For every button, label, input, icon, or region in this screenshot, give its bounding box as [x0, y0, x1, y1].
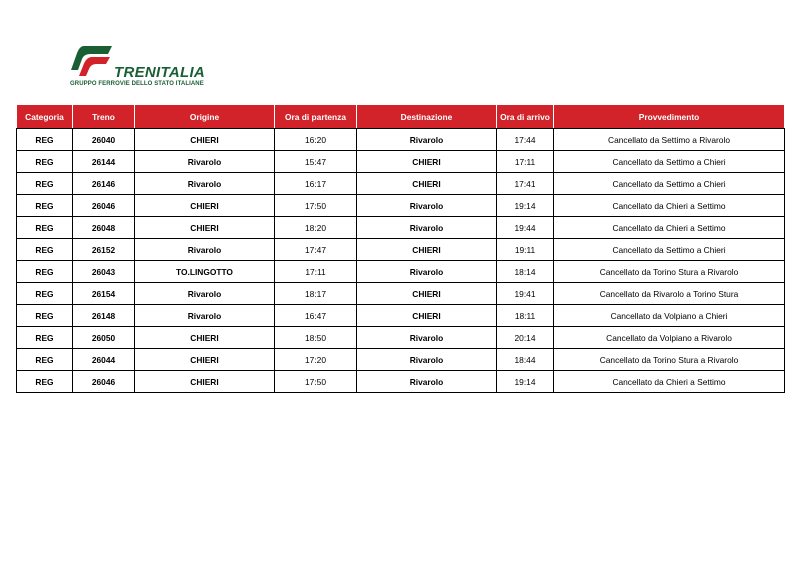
cell-categoria: REG [17, 283, 73, 305]
cell-treno: 26040 [73, 129, 135, 151]
cell-provvedimento: Cancellato da Settimo a Chieri [554, 173, 785, 195]
cell-ora-partenza: 18:17 [275, 283, 357, 305]
cell-origine: CHIERI [135, 195, 275, 217]
cell-categoria: REG [17, 327, 73, 349]
cell-treno: 26152 [73, 239, 135, 261]
cell-destinazione: Rivarolo [357, 261, 497, 283]
cell-destinazione: CHIERI [357, 283, 497, 305]
table-row [17, 129, 785, 151]
cell-categoria: REG [17, 195, 73, 217]
cell-origine: TO.LINGOTTO [135, 261, 275, 283]
header-ora-partenza: Ora di partenza [275, 105, 357, 129]
cell-ora-partenza: 18:20 [275, 217, 357, 239]
cell-destinazione: CHIERI [357, 239, 497, 261]
cell-categoria: REG [17, 349, 73, 371]
cell-origine: CHIERI [135, 371, 275, 393]
cell-ora-arrivo: 18:11 [497, 305, 554, 327]
cell-ora-partenza: 15:47 [275, 151, 357, 173]
cell-ora-partenza: 16:47 [275, 305, 357, 327]
cell-categoria: REG [17, 173, 73, 195]
cell-origine: CHIERI [135, 217, 275, 239]
cell-provvedimento: Cancellato da Settimo a Rivarolo [554, 129, 785, 151]
brand-name: TRENITALIA [114, 64, 206, 81]
cell-ora-arrivo: 19:14 [497, 195, 554, 217]
cell-origine: CHIERI [135, 129, 275, 151]
cell-origine: Rivarolo [135, 151, 275, 173]
header-destinazione: Destinazione [357, 105, 497, 129]
cell-ora-partenza: 17:47 [275, 239, 357, 261]
cell-destinazione: Rivarolo [357, 349, 497, 371]
table-header-row [17, 105, 785, 129]
cell-destinazione: Rivarolo [357, 129, 497, 151]
table-row [17, 283, 785, 305]
cell-destinazione: CHIERI [357, 305, 497, 327]
table-row [17, 173, 785, 195]
cell-ora-partenza: 17:11 [275, 261, 357, 283]
cell-treno: 26146 [73, 173, 135, 195]
cell-ora-arrivo: 20:14 [497, 327, 554, 349]
cell-ora-partenza: 17:50 [275, 371, 357, 393]
cell-ora-partenza: 17:20 [275, 349, 357, 371]
cell-categoria: REG [17, 305, 73, 327]
cell-ora-arrivo: 19:41 [497, 283, 554, 305]
cell-provvedimento: Cancellato da Chieri a Settimo [554, 195, 785, 217]
table-row [17, 195, 785, 217]
cell-origine: Rivarolo [135, 283, 275, 305]
cell-provvedimento: Cancellato da Settimo a Chieri [554, 151, 785, 173]
table-row [17, 239, 785, 261]
table-row [17, 151, 785, 173]
fs-logo-icon [70, 44, 114, 78]
cell-treno: 26044 [73, 349, 135, 371]
cell-provvedimento: Cancellato da Volpiano a Chieri [554, 305, 785, 327]
cell-provvedimento: Cancellato da Volpiano a Rivarolo [554, 327, 785, 349]
cell-treno: 26050 [73, 327, 135, 349]
cell-categoria: REG [17, 151, 73, 173]
cell-categoria: REG [17, 217, 73, 239]
cell-provvedimento: Cancellato da Settimo a Chieri [554, 239, 785, 261]
cell-categoria: REG [17, 129, 73, 151]
cell-ora-partenza: 17:50 [275, 195, 357, 217]
cell-origine: CHIERI [135, 349, 275, 371]
trenitalia-logo [70, 44, 220, 90]
cell-provvedimento: Cancellato da Rivarolo a Torino Stura [554, 283, 785, 305]
cell-destinazione: Rivarolo [357, 217, 497, 239]
cell-ora-partenza: 18:50 [275, 327, 357, 349]
cell-ora-arrivo: 17:44 [497, 129, 554, 151]
cell-treno: 26148 [73, 305, 135, 327]
header-ora-arrivo: Ora di arrivo [497, 105, 554, 129]
table-row [17, 261, 785, 283]
cell-ora-arrivo: 18:44 [497, 349, 554, 371]
cell-treno: 26043 [73, 261, 135, 283]
table-row [17, 327, 785, 349]
cell-categoria: REG [17, 239, 73, 261]
cell-treno: 26154 [73, 283, 135, 305]
cell-ora-arrivo: 18:14 [497, 261, 554, 283]
cell-provvedimento: Cancellato da Chieri a Settimo [554, 371, 785, 393]
table-row [17, 349, 785, 371]
cell-ora-arrivo: 19:11 [497, 239, 554, 261]
header-treno: Treno [73, 105, 135, 129]
cell-treno: 26048 [73, 217, 135, 239]
cell-ora-arrivo: 17:41 [497, 173, 554, 195]
cell-destinazione: CHIERI [357, 173, 497, 195]
header-provvedimento: Provvedimento [554, 105, 785, 129]
cell-provvedimento: Cancellato da Torino Stura a Rivarolo [554, 261, 785, 283]
cell-origine: Rivarolo [135, 173, 275, 195]
cell-categoria: REG [17, 371, 73, 393]
cell-origine: Rivarolo [135, 239, 275, 261]
cell-ora-arrivo: 19:14 [497, 371, 554, 393]
cell-ora-arrivo: 17:11 [497, 151, 554, 173]
cell-ora-arrivo: 19:44 [497, 217, 554, 239]
cell-treno: 26046 [73, 371, 135, 393]
cell-provvedimento: Cancellato da Torino Stura a Rivarolo [554, 349, 785, 371]
table-row [17, 217, 785, 239]
brand-subtitle: GRUPPO FERROVIE DELLO STATO ITALIANE [70, 81, 204, 87]
cell-destinazione: Rivarolo [357, 327, 497, 349]
cell-categoria: REG [17, 261, 73, 283]
cancellations-table [16, 104, 785, 393]
cell-treno: 26046 [73, 195, 135, 217]
header-origine: Origine [135, 105, 275, 129]
cell-destinazione: Rivarolo [357, 195, 497, 217]
table-row [17, 305, 785, 327]
cell-origine: CHIERI [135, 327, 275, 349]
cell-ora-partenza: 16:17 [275, 173, 357, 195]
cell-provvedimento: Cancellato da Chieri a Settimo [554, 217, 785, 239]
cell-ora-partenza: 16:20 [275, 129, 357, 151]
cell-destinazione: CHIERI [357, 151, 497, 173]
table-row [17, 371, 785, 393]
cell-destinazione: Rivarolo [357, 371, 497, 393]
cell-origine: Rivarolo [135, 305, 275, 327]
cell-treno: 26144 [73, 151, 135, 173]
header-categoria: Categoria [17, 105, 73, 129]
